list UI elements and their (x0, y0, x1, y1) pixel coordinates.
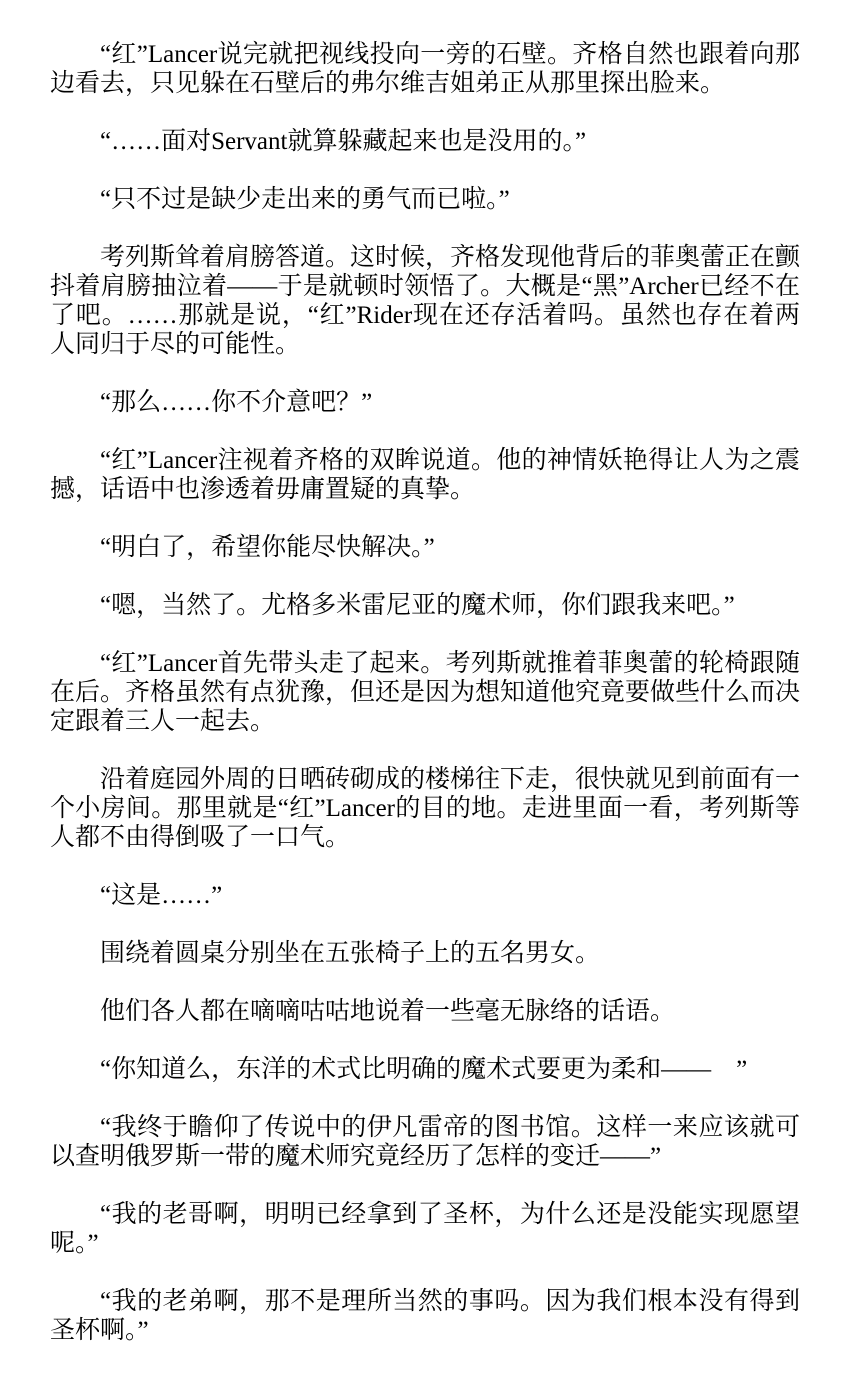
paragraph: 沿着庭园外周的日晒砖砌成的楼梯往下走，很快就见到前面有一个小房间。那里就是“红”Lancer的目的地。走进里面一看，考列斯等人都不由得倒吸了一口气。 (50, 766, 801, 851)
paragraph: 他们各人都在嘀嘀咕咕地说着一些毫无脉络的话语。 (100, 998, 676, 1025)
paragraph: “红”Lancer说完就把视线投向一旁的石壁。齐格自然也跟着向那边看去，只见躲在石壁后的弗尔维吉姐弟正从那里探出脸来。 (50, 41, 800, 97)
paragraph: “我终于瞻仰了传说中的伊凡雷帝的图书馆。这样一来应该就可以查明俄罗斯一带的魔术师究竟经历了怎样的变迁——” (50, 1114, 800, 1170)
paragraph: “红”Lancer注视着齐格的双眸说道。他的神情妖艳得让人为之震撼，话语中也渗透着毋庸置疑的真挚。 (50, 447, 800, 503)
paragraph: “我的老弟啊，那不是理所当然的事吗。因为我们根本没有得到圣杯啊。” (50, 1288, 800, 1344)
paragraph: “你知道么，东洋的术式比明确的魔术式要更为柔和—— ” (100, 1056, 748, 1083)
paragraph: “只不过是缺少走出来的勇气而已啦。” (100, 186, 510, 213)
paragraph: “那么……你不介意吧？” (100, 389, 373, 416)
paragraph: “我的老哥啊，明明已经拿到了圣杯，为什么还是没能实现愿望呢。” (50, 1201, 800, 1257)
paragraph: “明白了，希望你能尽快解决。” (100, 534, 435, 561)
paragraph: “这是……” (100, 882, 223, 909)
paragraph: “嗯，当然了。尤格多米雷尼亚的魔术师，你们跟我来吧。” (100, 592, 735, 619)
paragraph: 考列斯耸着肩膀答道。这时候，齐格发现他背后的菲奥蕾正在颤抖着肩膀抽泣着——于是就顿时领悟了。大概是“黑”Archer已经不在了吧。……那就是说，“红”Rider现在还存活着吗。虽然也存在着两人同归于尽的可能性。 (50, 244, 801, 358)
paragraph: “……面对Servant就算躲藏起来也是没用的。” (100, 128, 587, 155)
paragraph: 围绕着圆桌分别坐在五张椅子上的五名男女。 (100, 940, 601, 967)
paragraph: “红”Lancer首先带头走了起来。考列斯就推着菲奥蕾的轮椅跟随在后。齐格虽然有点犹豫，但还是因为想知道他究竟要做些什么而决定跟着三人一起去。 (50, 650, 801, 735)
